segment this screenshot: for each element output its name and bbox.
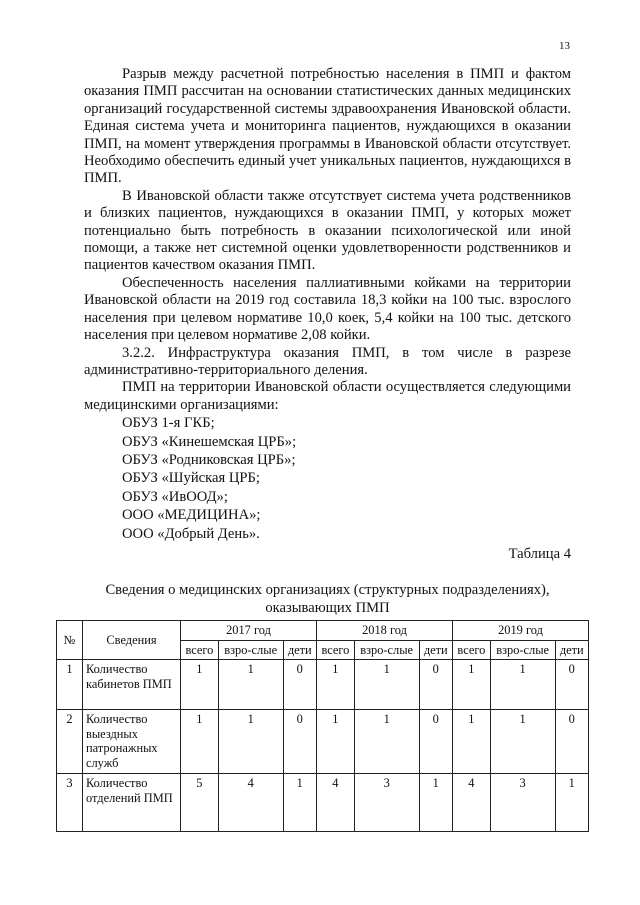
cell-value: 3 <box>354 774 419 832</box>
cell-value: 0 <box>419 710 452 774</box>
paragraph-gap-analysis: Разрыв между расчетной потребностью населения в ПМП и фактом оказания ПМП рассчитан на основании статистических данных медицинских организаций государственной системы здравоохранения Ивановской области. Единая система учета и мониторинга пациентов, нуждающихся в оказании ПМП, на момент утверждения программы в Ивановской области отсутствует. Необходимо обеспечить единый учет уникальных пациентов, нуждающихся в ПМП. <box>84 66 571 187</box>
organizations-table <box>56 620 589 832</box>
subheader-adults: взро-слые <box>490 640 555 660</box>
cell-value: 3 <box>490 774 555 832</box>
subheader-children: дети <box>555 640 588 660</box>
cell-value: 0 <box>283 660 316 710</box>
row-name: Количество выездных патронажных служб <box>83 710 181 774</box>
subheader-total: всего <box>452 640 490 660</box>
subheader-adults: взро-слые <box>218 640 283 660</box>
list-item: ООО «МЕДИЦИНА»; <box>122 507 261 524</box>
table-header-row <box>57 621 589 641</box>
cell-value: 1 <box>316 660 354 710</box>
row-name: Количество кабинетов ПМП <box>83 660 181 710</box>
subheader-total: всего <box>316 640 354 660</box>
header-year: 2019 год <box>452 621 588 641</box>
header-year: 2018 год <box>316 621 452 641</box>
row-number: 3 <box>57 774 83 832</box>
cell-value: 1 <box>490 710 555 774</box>
header-year: 2017 год <box>181 621 317 641</box>
paragraph-organizations-intro: ПМП на территории Ивановской области осуществляется следующими медицинскими организациями: <box>84 379 571 413</box>
organizations-list <box>84 414 571 543</box>
list-item: ОБУЗ «Кинешемская ЦРБ»; <box>122 433 297 450</box>
cell-value: 1 <box>354 660 419 710</box>
cell-value: 1 <box>283 774 316 832</box>
paragraph-bed-supply: Обеспеченность населения паллиативными койками на территории Ивановской области на 2019 год составила 18,3 койки на 100 тыс. взрослого населения при целевом нормативе 10,0 коек, 5,4 койки на 100 тыс. детского населения при целевом нормативе 2,08 койки. <box>84 274 571 344</box>
cell-value: 4 <box>218 774 283 832</box>
list-item: ОБУЗ «ИвООД»; <box>122 488 228 505</box>
cell-value: 1 <box>218 710 283 774</box>
cell-value: 1 <box>555 774 588 832</box>
table-row <box>57 710 589 774</box>
list-item: ОБУЗ «Шуйская ЦРБ; <box>122 470 260 487</box>
cell-value: 0 <box>555 710 588 774</box>
table-row <box>57 774 589 832</box>
cell-value: 5 <box>181 774 219 832</box>
cell-value: 1 <box>452 660 490 710</box>
subheader-total: всего <box>181 640 219 660</box>
section-heading-infrastructure: 3.2.2. Инфраструктура оказания ПМП, в том числе в разрезе административно-территориального деления. <box>84 344 571 378</box>
cell-value: 0 <box>555 660 588 710</box>
document-body <box>84 66 571 617</box>
paragraph-relatives-registry: В Ивановской области также отсутствует система учета родственников и близких пациентов, нуждающихся в оказании ПМП, у которых может потенциально быть потребность в оказании психологической или иной помощи, а также нет системной оценки удовлетворенности родственников и пациентов качеством оказания ПМП. <box>84 187 571 274</box>
cell-value: 1 <box>354 710 419 774</box>
table-title: Сведения о медицинских организациях (структурных подразделениях), оказывающих ПМП <box>105 582 550 616</box>
header-number: № <box>57 621 83 660</box>
header-info: Сведения <box>83 621 181 660</box>
cell-value: 1 <box>419 774 452 832</box>
cell-value: 0 <box>283 710 316 774</box>
cell-value: 1 <box>218 660 283 710</box>
subheader-children: дети <box>283 640 316 660</box>
list-item: ОБУЗ «Родниковская ЦРБ»; <box>122 451 296 468</box>
subheader-adults: взро-слые <box>354 640 419 660</box>
cell-value: 1 <box>452 710 490 774</box>
cell-value: 4 <box>316 774 354 832</box>
cell-value: 1 <box>490 660 555 710</box>
page-number: 13 <box>559 40 570 52</box>
cell-value: 1 <box>181 710 219 774</box>
row-number: 2 <box>57 710 83 774</box>
cell-value: 4 <box>452 774 490 832</box>
subheader-children: дети <box>419 640 452 660</box>
cell-value: 0 <box>419 660 452 710</box>
list-item: ООО «Добрый День». <box>122 525 260 542</box>
list-item: ОБУЗ 1-я ГКБ; <box>122 415 215 432</box>
row-number: 1 <box>57 660 83 710</box>
row-name: Количество отделений ПМП <box>83 774 181 832</box>
cell-value: 1 <box>181 660 219 710</box>
table-label: Таблица 4 <box>508 545 571 562</box>
cell-value: 1 <box>316 710 354 774</box>
table-row <box>57 660 589 710</box>
